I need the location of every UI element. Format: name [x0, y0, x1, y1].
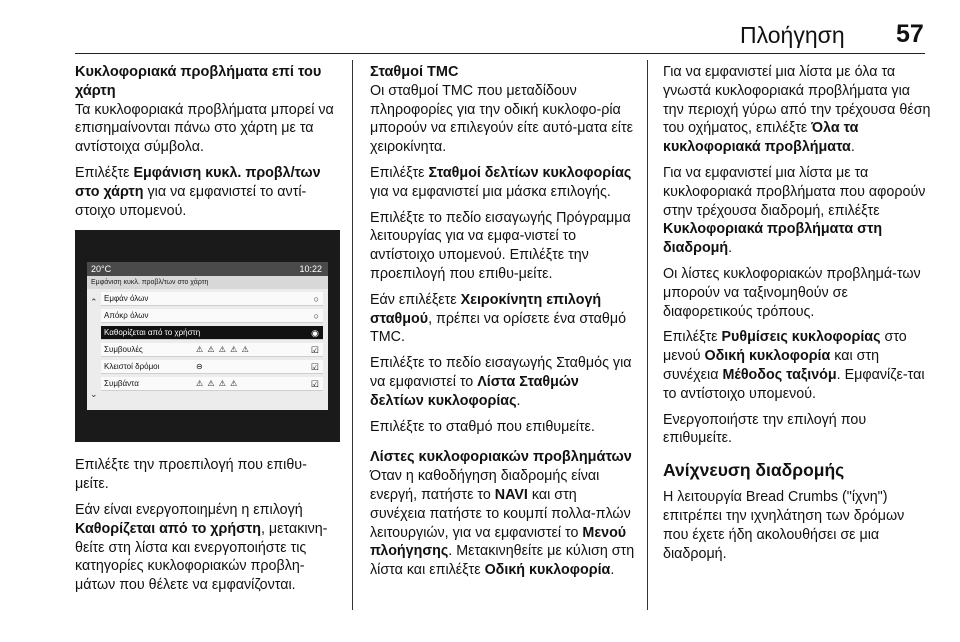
checkbox-icon: ☑ [310, 362, 319, 373]
text: , μετακινη-θείτε στη λίστα και ενεργοποιήστε τις κατηγορίες κυκλοφοριακών προβλη-μάτων που θέλετε να εμφανίζονται. [75, 520, 328, 594]
text: και στη συνέχεια πατήστε το κουμπί πολλα-πλών λειτουργιών, για να εμφανιστεί το [370, 486, 631, 541]
header-rule [75, 53, 925, 54]
menu-item-label: Συμβάντα [104, 379, 139, 389]
text: . Μετακινηθείτε με κύλιση στη λίστα και επιλέξτε [370, 543, 635, 579]
text: Επιλέξτε [75, 164, 134, 181]
text: Εάν είναι ενεργοποιημένη η επιλογή [75, 501, 303, 518]
paragraph [663, 63, 933, 157]
menu-term: Καθορίζεται από το χρήστη [75, 520, 261, 537]
text: Εάν επιλέξετε [370, 291, 461, 308]
button-term: NAVI [494, 486, 528, 503]
screen-illustration [75, 230, 340, 442]
clock: 10:22 [299, 264, 322, 275]
menu-term: Σταθμοί δελτίων κυκλοφορίας [428, 164, 632, 181]
menu-term: Οδική κυκλοφορία [704, 348, 831, 365]
traffic-sign-icons: ⚠ ⚠ ⚠ ⚠ ⚠ [196, 345, 250, 355]
text: Επιλέξτε το πεδίο εισαγωγής Σταθμός για να εμφανιστεί το [370, 355, 632, 390]
text: . [516, 392, 521, 409]
traffic-sign-icons: ⊖ [196, 362, 204, 372]
radio-selected-icon: ◉ [311, 328, 319, 339]
column-divider [647, 60, 648, 610]
text: , πρέπει να ορίσετε ένα σταθμό TMC. [370, 310, 627, 346]
checkbox-icon: ☑ [310, 345, 319, 356]
text: . [728, 240, 733, 257]
paragraph [75, 164, 340, 220]
text: . [610, 562, 615, 579]
column-2 [370, 63, 635, 587]
menu-term: Κυκλοφοριακά προβλήματα στη διαδρομή [663, 221, 883, 257]
paragraph: Οι σταθμοί TMC που μεταδίδουν πληροφορίες για την οδική κυκλοφο-ρία μπορούν να επιλεγούν είτε αυτό-ματα είτε χειροκίνητα. [370, 82, 633, 156]
menu-item-selected[interactable] [101, 326, 323, 340]
traffic-sign-icons: ⚠ ⚠ ⚠ ⚠ [196, 379, 239, 389]
paragraph [370, 291, 635, 347]
menu-item-label: Καθορίζεται από το χρήστη [104, 328, 201, 338]
scroll-down-icon[interactable]: ⌄ [90, 389, 98, 400]
text: και στη συνέχεια [663, 348, 880, 383]
paragraph: Ενεργοποιήστε την επιλογή που επιθυμείτε. [663, 411, 867, 447]
text: Για να εμφανιστεί μια λίστα με όλα τα γνωστά κυκλοφοριακά προβλήματα για την περιοχή γύρω από την τρέχουσα θέση του οχήματος, επιλέξτε [663, 64, 931, 137]
menu-item-label: Απόκρ όλων [104, 311, 149, 321]
paragraph [75, 501, 340, 595]
section-heading: Κυκλοφοριακά προβλήματα επί του χάρτη [75, 64, 322, 99]
menu-item[interactable] [101, 377, 323, 391]
menu-item-label: Εμφάν όλων [104, 294, 149, 304]
paragraph: Η λειτουργία Bread Crumbs ("ίχνη") επιτρέπει την ιχνηλάτηση των δρόμων που έχετε ήδη ακολουθήσει σε μια διαδρομή. [663, 489, 905, 562]
paragraph [370, 164, 635, 202]
section-heading: Λίστες κυκλοφοριακών προβλημάτων [370, 449, 632, 466]
menu-term: Μενού πλοήγησης [370, 524, 627, 560]
menu-item[interactable] [101, 343, 323, 357]
column-divider [352, 60, 353, 610]
text: . Εμφανίζε-ται το αντίστοιχο υπομενού. [663, 366, 925, 402]
menu-term: Μέθοδος ταξινόμ [722, 366, 837, 383]
paragraph: Τα κυκλοφοριακά προβλήματα μπορεί να επισημαίνονται πάνω στο χάρτη με τα αντίστοιχα σύμβολα. [75, 101, 334, 156]
menu-term: Λίστα Σταθμών δελτίων κυκλοφορίας [370, 373, 579, 409]
text: Επιλέξτε [370, 164, 429, 181]
radio-icon: ○ [313, 294, 319, 305]
paragraph [663, 164, 933, 258]
menu-term: Ρυθμίσεις κυκλοφορίας [721, 329, 881, 346]
display-screen [87, 262, 328, 410]
text: Για να εμφανιστεί μια λίστα με τα κυκλοφοριακά προβλήματα που αφορούν στην τρέχουσα διαδρομή, επιλέξτε [663, 164, 926, 219]
paragraph: Επιλέξτε το πεδίο εισαγωγής Πρόγραμμα λειτουργίας για να εμφα-νιστεί το αντίστοιχο υπομενού. Επιλέξτε την προεπιλογή που επιθυ-μείτε. [370, 209, 631, 282]
text: για να εμφανιστεί το αντί-στοιχο υπομενού. [75, 183, 307, 219]
menu-item[interactable] [101, 309, 323, 323]
paragraph: Επιλέξτε την προεπιλογή που επιθυ-μείτε. [75, 457, 307, 493]
text: . [850, 139, 855, 156]
status-bar [87, 262, 328, 276]
menu-item[interactable] [101, 360, 323, 374]
text: στο μενού [663, 329, 907, 365]
column-3 [663, 63, 933, 570]
menu-item-label: Συμβουλές [104, 345, 143, 355]
page-number: 57 [896, 20, 924, 48]
paragraph [370, 354, 635, 410]
menu-term: Χειροκίνητη επιλογή σταθμού [370, 291, 602, 327]
section-heading: Ανίχνευση διαδρομής [663, 460, 845, 481]
paragraph [663, 328, 933, 403]
text: για να εμφανιστεί μια μάσκα επιλογής. [370, 183, 611, 200]
checkbox-icon: ☑ [310, 379, 319, 390]
section-heading: Σταθμοί TMC [370, 64, 459, 80]
text: Επιλέξτε [663, 329, 722, 346]
paragraph: Οι λίστες κυκλοφοριακών προβλημά-των μπορούν να ταξινομηθούν σε διαφορετικούς τρόπους. [663, 265, 921, 320]
radio-icon: ○ [313, 311, 319, 322]
scroll-up-icon[interactable]: ⌃ [90, 297, 98, 308]
menu-term: Όλα τα κυκλοφοριακά προβλήματα [663, 120, 859, 156]
menu-item-label: Κλειστοί δρόμοι [104, 362, 160, 372]
menu-term: Οδική κυκλοφορία [484, 562, 611, 579]
column-1 [75, 63, 340, 602]
menu-item[interactable] [101, 292, 323, 306]
screen-title: Εμφάνιση κυκλ. προβλ/των στο χάρτη [87, 276, 328, 289]
menu-list [87, 289, 328, 410]
paragraph: Επιλέξτε το σταθμό που επιθυμείτε. [370, 418, 595, 435]
text: Όταν η καθοδήγηση διαδρομής είναι ενεργή, πατήστε το [370, 468, 600, 503]
temperature: 20°C [91, 264, 112, 275]
paragraph [370, 467, 635, 580]
menu-term: Εμφάνιση κυκλ. προβλ/των στο χάρτη [75, 164, 321, 200]
section-title: Πλοήγηση [740, 22, 845, 48]
